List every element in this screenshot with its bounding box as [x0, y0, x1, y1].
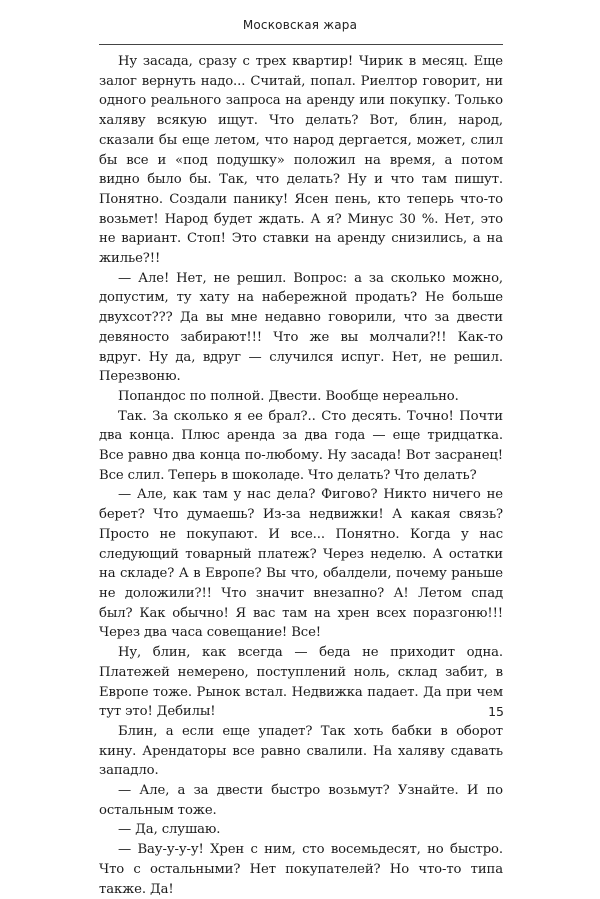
- paragraph: Попандос по полной. Двести. Вообще нереально.: [118, 388, 459, 404]
- paragraph: — Да, слушаю.: [118, 822, 221, 838]
- paragraph: — Але, как там у нас дела? Фигово? Никто ничего не берет? Что думаешь? Из-за недвижки! А какая связь? Просто не покупают. И все... Понятно. Когда у нас следующий товарный платеж? Через неделю. А остатки на складе? А в Европе? Вы что, обалдели, почему раньше не доложили?!! Что значит внезапно? А! Летом спад был? Как обычно! Я вас там на хрен всех поразгоню!!! Через два часа совещание! Все!: [99, 487, 503, 641]
- header-rule: [99, 44, 503, 45]
- paragraph: — Але! Нет, не решил. Вопрос: а за сколько можно, допустим, ту хату на набережной продать? Не больше двухсот??? Да вы мне недавно говорили, что за двести девяносто забирают!!! Что же вы молчали?!! Как-то вдруг. Ну да, вдруг — случился испуг. Нет, не решил. Перезвоню.: [99, 270, 503, 385]
- paragraph: Так. За сколько я ее брал?.. Сто десять. Точно! Почти два конца. Плюс аренда за два года — еще тридцатка. Все равно два конца по-любому. Ну засада! Вот засранец! Все слил. Теперь в шоколаде. Что делать? Что делать?: [99, 408, 503, 483]
- body-text: [99, 52, 503, 899]
- paragraph: Блин, а если еще упадет? Так хоть бабки в оборот кину. Арендаторы все равно свалили. На халяву сдавать западло.: [99, 723, 503, 779]
- paragraph: Ну, блин, как всегда — беда не приходит одна. Платежей немерено, поступлений ноль, склад забит, в Европе тоже. Рынок встал. Недвижка падает. Да при чем тут это! Дебилы!: [99, 645, 503, 720]
- paragraph: — Вау-у-у-у! Хрен с ним, сто восемьдесят, но быстро. Что с остальными? Нет покупателей? Но что-то типа также. Да!: [99, 842, 503, 897]
- paragraph: — Але, а за двести быстро возьмут? Узнайте. И по остальным тоже.: [99, 783, 503, 818]
- running-head: Московская жара: [242, 18, 358, 32]
- paragraph: Ну засада, сразу с трех квартир! Чирик в месяц. Еще залог вернуть надо... Считай, попал. Риелтор говорит, ни одного реального запроса на аренду или покупку. Только халяву всякую ищут. Что делать? Вот, блин, народ, сказали бы еще летом, что народ дергается, может, слил бы все и «под подушку» положил на время, а потом видно было бы. Так, что делать? Ну и что там пишут. Понятно. Создали панику! Ясен пень, кто теперь что-то возьмет! Народ будет ждать. А я? Минус 30 %. Нет, это не вариант. Стоп! Это ставки на аренду снизились, а на жилье?!!: [99, 54, 503, 267]
- page-number: 15: [488, 704, 504, 719]
